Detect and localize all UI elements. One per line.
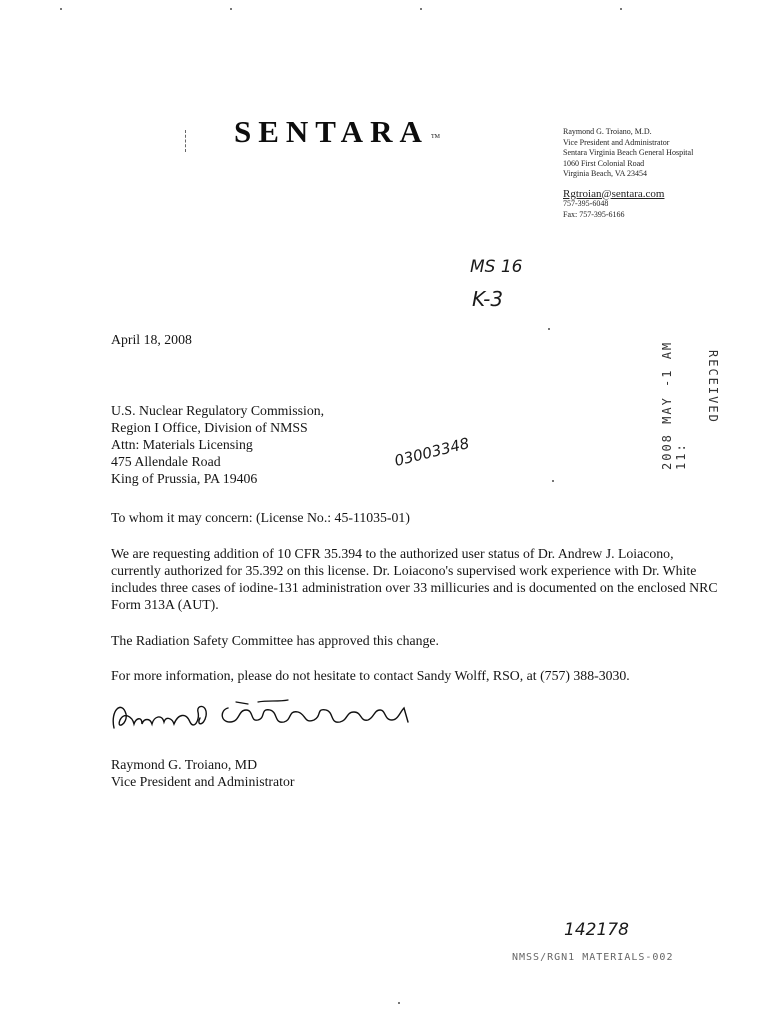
handwritten-signature (108, 690, 428, 750)
margin-mark (185, 130, 187, 152)
scan-speck (548, 328, 550, 330)
routing-code: NMSS/RGN1 MATERIALS-002 (512, 952, 674, 963)
paragraph-request: We are requesting addition of 10 CFR 35.394 to the authorized user status of Dr. Andrew J. Loiacono, currently authorized for 35.392 on this license. Dr. Loiacono's supervised work experience with Dr. White includes three cases of iodine-131 administration over 33 millicuries and is documented on the enclosed NRC Form 313A (AUT). (111, 546, 718, 612)
logo-trademark: TM (431, 134, 440, 140)
handwritten-k3: K-3 (472, 287, 504, 311)
handwritten-control-number: 142178 (564, 920, 629, 940)
letter-date: April 18, 2008 (111, 332, 192, 347)
scan-speck (620, 8, 622, 10)
scan-speck (552, 480, 554, 482)
signer-name: Raymond G. Troiano, MD (111, 757, 258, 772)
sentara-logo: SENTARA (234, 114, 429, 149)
signer-block (111, 756, 294, 790)
stamp-received: RECEIVED (706, 350, 720, 424)
paragraph-approval: The Radiation Safety Committee has approved this change. (111, 633, 439, 648)
letterhead-contact (563, 127, 693, 220)
scan-speck (420, 8, 422, 10)
scan-speck (60, 8, 62, 10)
contact-line: Sentara Virginia Beach General Hospital (563, 148, 694, 157)
signer-title: Vice President and Administrator (111, 774, 295, 789)
contact-phone: 757-395-6048 (563, 199, 609, 208)
contact-line: Raymond G. Troiano, M.D. (563, 127, 652, 136)
contact-line: Virginia Beach, VA 23454 (563, 169, 647, 178)
address-line: U.S. Nuclear Regulatory Commission, (111, 403, 325, 418)
stamp-date: 2008 MAY -1 AM 11: (660, 340, 688, 470)
recipient-address (111, 402, 324, 487)
address-line: 475 Allendale Road (111, 454, 221, 469)
received-stamp (652, 320, 722, 470)
address-line: Region I Office, Division of NMSS (111, 420, 308, 435)
scan-speck (230, 8, 232, 10)
contact-email: Rgtroian@sentara.com (563, 187, 665, 200)
salutation: To whom it may concern: (License No.: 45-11035-01) (111, 510, 410, 525)
contact-fax: Fax: 757-395-6166 (563, 209, 625, 219)
paragraph-contact: For more information, please do not hesitate to contact Sandy Wolff, RSO, at (757) 388-3030. (111, 668, 630, 683)
handwritten-docket-number: 03003348 (392, 434, 472, 470)
scan-speck (398, 1002, 400, 1004)
address-line: King of Prussia, PA 19406 (111, 471, 258, 486)
contact-line: Vice President and Administrator (563, 137, 670, 147)
address-line: Attn: Materials Licensing (111, 437, 253, 452)
contact-line: 1060 First Colonial Road (563, 158, 645, 168)
handwritten-mail-stop: MS 16 (470, 257, 523, 277)
